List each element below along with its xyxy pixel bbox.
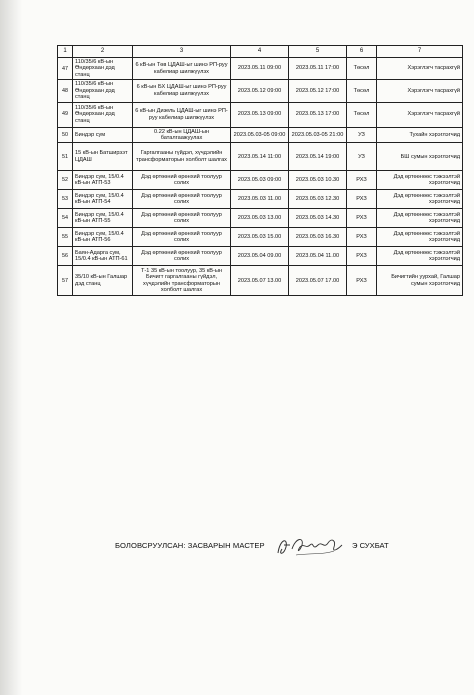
row-number: 57 bbox=[58, 266, 73, 296]
location-cell: 35/10 кВ-ын Галшар дэд станц bbox=[73, 266, 133, 296]
work-description-cell: 6 кВ-ын Дизель ЦДАШ-ыг шинэ РП-руу кабелиар шилжүүлэх bbox=[133, 102, 231, 127]
work-type-cell: УЗ bbox=[347, 143, 377, 171]
table-row bbox=[58, 190, 463, 209]
end-time-cell: 2023.05.14 19:00 bbox=[289, 143, 347, 171]
prepared-by-label: БОЛОВСРУУЛСАН: ЗАСВАРЫН МАСТЕР bbox=[115, 541, 265, 550]
work-description-cell: Гаргалгааны гүйдэл, хүчдэлийн трансформаторын холболт шалгах bbox=[133, 143, 231, 171]
affected-consumers-cell: Тухайн хэрэглэгчид bbox=[377, 127, 463, 143]
location-cell: Баян-Адарга сум, 15/0.4 кВ-ын АТП-61 bbox=[73, 247, 133, 266]
location-cell: Биндэр сум, 15/0.4 кВ-ын АТП-54 bbox=[73, 190, 133, 209]
row-number: 56 bbox=[58, 247, 73, 266]
signer-name: Э СУХБАТ bbox=[352, 541, 389, 550]
row-number: 53 bbox=[58, 190, 73, 209]
header-cell: 7 bbox=[377, 46, 463, 58]
affected-consumers-cell: Дэд өртөөнөөс тэжээлтэй хэрэглэгчид bbox=[377, 171, 463, 190]
end-time-cell: 2023.05.11 17:00 bbox=[289, 58, 347, 80]
table-row bbox=[58, 247, 463, 266]
start-time-cell: 2023.05.11 09:00 bbox=[231, 58, 289, 80]
scan-edge-shadow bbox=[0, 0, 22, 695]
end-time-cell: 2023.05.03 16.30 bbox=[289, 228, 347, 247]
work-type-cell: РХЗ bbox=[347, 266, 377, 296]
work-type-cell: УЗ bbox=[347, 127, 377, 143]
location-cell: 110/35/6 кВ-ын Өндөрхаан дэд станц bbox=[73, 80, 133, 102]
start-time-cell: 2023.05.03 11.00 bbox=[231, 190, 289, 209]
location-cell: Биндэр сум bbox=[73, 127, 133, 143]
location-cell: 15 кВ-ын Батширээт ЦДАШ bbox=[73, 143, 133, 171]
affected-consumers-cell: Дэд өртөөнөөс тэжээлтэй хэрэглэгчид bbox=[377, 247, 463, 266]
start-time-cell: 2023.05.03-05 09:00 bbox=[231, 127, 289, 143]
signature-block bbox=[0, 533, 474, 563]
end-time-cell: 2023.05.03 14.30 bbox=[289, 209, 347, 228]
table-row bbox=[58, 228, 463, 247]
affected-consumers-cell: БШ сумын хэрэглэгчид bbox=[377, 143, 463, 171]
end-time-cell: 2023.05.03 10.30 bbox=[289, 171, 347, 190]
work-description-cell: Дэд өртөөний өрөнхий тоолуур солих bbox=[133, 190, 231, 209]
header-cell: 6 bbox=[347, 46, 377, 58]
schedule-table bbox=[57, 45, 463, 296]
work-type-cell: РХЗ bbox=[347, 228, 377, 247]
affected-consumers-cell: Дэд өртөөнөөс тэжээлтэй хэрэглэгчид bbox=[377, 228, 463, 247]
location-cell: Биндэр сум, 15/0.4 кВ-ын АТП-53 bbox=[73, 171, 133, 190]
end-time-cell: 2023.05.03-05 21:00 bbox=[289, 127, 347, 143]
location-cell: 110/35/6 кВ-ын Өндөрхаан дэд станц bbox=[73, 58, 133, 80]
affected-consumers-cell: Бичигтийн уурхай, Галшар сумын хэрэглэгчид bbox=[377, 266, 463, 296]
start-time-cell: 2023.05.07 13.00 bbox=[231, 266, 289, 296]
start-time-cell: 2023.05.03 15.00 bbox=[231, 228, 289, 247]
start-time-cell: 2023.05.04 09.00 bbox=[231, 247, 289, 266]
table-row bbox=[58, 58, 463, 80]
header-cell: 3 bbox=[133, 46, 231, 58]
start-time-cell: 2023.05.03 09:00 bbox=[231, 171, 289, 190]
work-description-cell: Дэд өртөөний өрөнхий тоолуур солих bbox=[133, 247, 231, 266]
start-time-cell: 2023.05.03 13.00 bbox=[231, 209, 289, 228]
row-number: 54 bbox=[58, 209, 73, 228]
work-type-cell: Төсөл bbox=[347, 80, 377, 102]
header-cell: 2 bbox=[73, 46, 133, 58]
affected-consumers-cell: Хэрэглэгч тасрахгүй bbox=[377, 80, 463, 102]
end-time-cell: 2023.05.13 17:00 bbox=[289, 102, 347, 127]
location-cell: 110/35/6 кВ-ын Өндөрхаан дэд станц bbox=[73, 102, 133, 127]
table-row bbox=[58, 171, 463, 190]
table-row bbox=[58, 127, 463, 143]
work-description-cell: Дэд өртөөний өрөнхий тоолуур солих bbox=[133, 209, 231, 228]
work-type-cell: Төсөл bbox=[347, 102, 377, 127]
table-body bbox=[58, 58, 463, 296]
table-row bbox=[58, 102, 463, 127]
start-time-cell: 2023.05.14 11:00 bbox=[231, 143, 289, 171]
work-description-cell: 6 кВ-ын БХ ЦДАШ-ыг шинэ РП-руу кабелиар шилжүүлэх bbox=[133, 80, 231, 102]
affected-consumers-cell: Хэрэглэгч тасрахгүй bbox=[377, 102, 463, 127]
header-cell: 1 bbox=[58, 46, 73, 58]
affected-consumers-cell: Дэд өртөөнөөс тэжээлтэй хэрэглэгчид bbox=[377, 209, 463, 228]
end-time-cell: 2023.05.12 17:00 bbox=[289, 80, 347, 102]
affected-consumers-cell: Дэд өртөөнөөс тэжээлтэй хэрэглэгчид bbox=[377, 190, 463, 209]
handwritten-signature bbox=[274, 533, 344, 559]
work-description-cell: 0.22 кВ-ын ЦДАШ-ын баталгаажуулах bbox=[133, 127, 231, 143]
table-row bbox=[58, 266, 463, 296]
work-type-cell: РХЗ bbox=[347, 247, 377, 266]
work-type-cell: РХЗ bbox=[347, 171, 377, 190]
table-row bbox=[58, 80, 463, 102]
work-description-cell: Т-1 35 кВ-ын тоолуур, 35 кВ-ын Бичигт гаргалгааны гүйдэл, хүчдэлийн трансформаторын холболт шалгах bbox=[133, 266, 231, 296]
row-number: 55 bbox=[58, 228, 73, 247]
end-time-cell: 2023.05.03 12.30 bbox=[289, 190, 347, 209]
row-number: 52 bbox=[58, 171, 73, 190]
location-cell: Биндэр сум, 15/0.4 кВ-ын АТП-56 bbox=[73, 228, 133, 247]
row-number: 47 bbox=[58, 58, 73, 80]
row-number: 51 bbox=[58, 143, 73, 171]
table-row bbox=[58, 143, 463, 171]
header-cell: 5 bbox=[289, 46, 347, 58]
end-time-cell: 2023.05.07 17.00 bbox=[289, 266, 347, 296]
header-cell: 4 bbox=[231, 46, 289, 58]
end-time-cell: 2023.05.04 11.00 bbox=[289, 247, 347, 266]
work-description-cell: 6 кВ-ын Төв ЦДАШ-ыг шинэ РП-руу кабелиар шилжүүлэх bbox=[133, 58, 231, 80]
work-description-cell: Дэд өртөөний өрөнхий тоолуур солих bbox=[133, 171, 231, 190]
work-type-cell: РХЗ bbox=[347, 209, 377, 228]
work-description-cell: Дэд өртөөний өрөнхий тоолуур солих bbox=[133, 228, 231, 247]
work-type-cell: Төсөл bbox=[347, 58, 377, 80]
row-number: 49 bbox=[58, 102, 73, 127]
start-time-cell: 2023.05.12 09:00 bbox=[231, 80, 289, 102]
affected-consumers-cell: Хэрэглэгч тасрахгүй bbox=[377, 58, 463, 80]
work-type-cell: РХЗ bbox=[347, 190, 377, 209]
table-row bbox=[58, 209, 463, 228]
row-number: 48 bbox=[58, 80, 73, 102]
table-header-row bbox=[58, 46, 463, 58]
location-cell: Биндэр сум, 15/0.4 кВ-ын АТП-55 bbox=[73, 209, 133, 228]
row-number: 50 bbox=[58, 127, 73, 143]
start-time-cell: 2023.05.13 09:00 bbox=[231, 102, 289, 127]
